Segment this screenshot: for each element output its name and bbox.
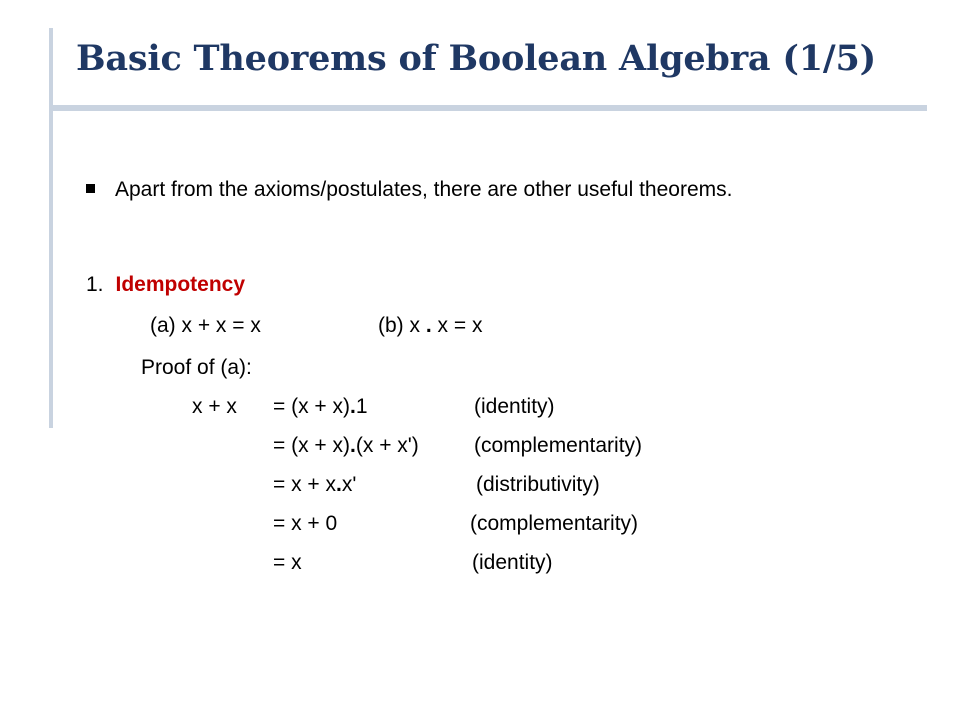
proof-step-reason: (distributivity) bbox=[476, 473, 600, 496]
title-vertical-rule bbox=[49, 28, 53, 428]
proof-label: Proof of (a): bbox=[141, 356, 252, 379]
bullet-item bbox=[86, 178, 732, 202]
law-b-dot: . bbox=[425, 314, 432, 337]
law-a: (a) x + x = x bbox=[150, 314, 261, 337]
theorem-number: 1. bbox=[86, 273, 104, 296]
proof-step-reason: (complementarity) bbox=[470, 512, 639, 535]
step-expr-part: = (x + x) bbox=[273, 395, 351, 418]
step-expr-part: 1 bbox=[355, 395, 368, 418]
step-expr-part: = x + 0 bbox=[273, 512, 338, 535]
step-expr-part: = x + x bbox=[273, 473, 337, 496]
proof-step-reason: (identity) bbox=[472, 551, 553, 574]
law-b-left: (b) x bbox=[378, 314, 420, 337]
step-dot: . bbox=[336, 473, 342, 496]
proof-step-expression bbox=[273, 551, 302, 575]
proof-step-expression bbox=[273, 512, 337, 536]
bullet-text: Apart from the axioms/postulates, there are other useful theorems. bbox=[115, 178, 733, 201]
theorem-heading bbox=[86, 273, 245, 297]
law-b bbox=[378, 314, 482, 338]
proof-step-expression bbox=[273, 473, 356, 497]
proof-step-expression bbox=[273, 395, 368, 419]
proof-step-expression bbox=[273, 434, 419, 458]
title-horizontal-rule bbox=[49, 105, 927, 111]
square-bullet-icon bbox=[86, 184, 95, 193]
step-dot: . bbox=[350, 395, 356, 418]
proof-step-reason: (complementarity) bbox=[474, 434, 643, 457]
theorem-name: Idempotency bbox=[115, 273, 246, 296]
step-expr-part: (x + x') bbox=[355, 434, 419, 457]
proof-step-reason: (identity) bbox=[474, 395, 555, 418]
proof-lhs: x + x bbox=[192, 395, 237, 418]
step-expr-part: = (x + x) bbox=[273, 434, 351, 457]
step-expr-part: x' bbox=[341, 473, 357, 496]
step-expr-part: = x bbox=[273, 551, 302, 574]
slide-title: Basic Theorems of Boolean Algebra (1/5) bbox=[76, 38, 877, 79]
law-b-right: x = x bbox=[437, 314, 483, 337]
step-dot: . bbox=[350, 434, 356, 457]
